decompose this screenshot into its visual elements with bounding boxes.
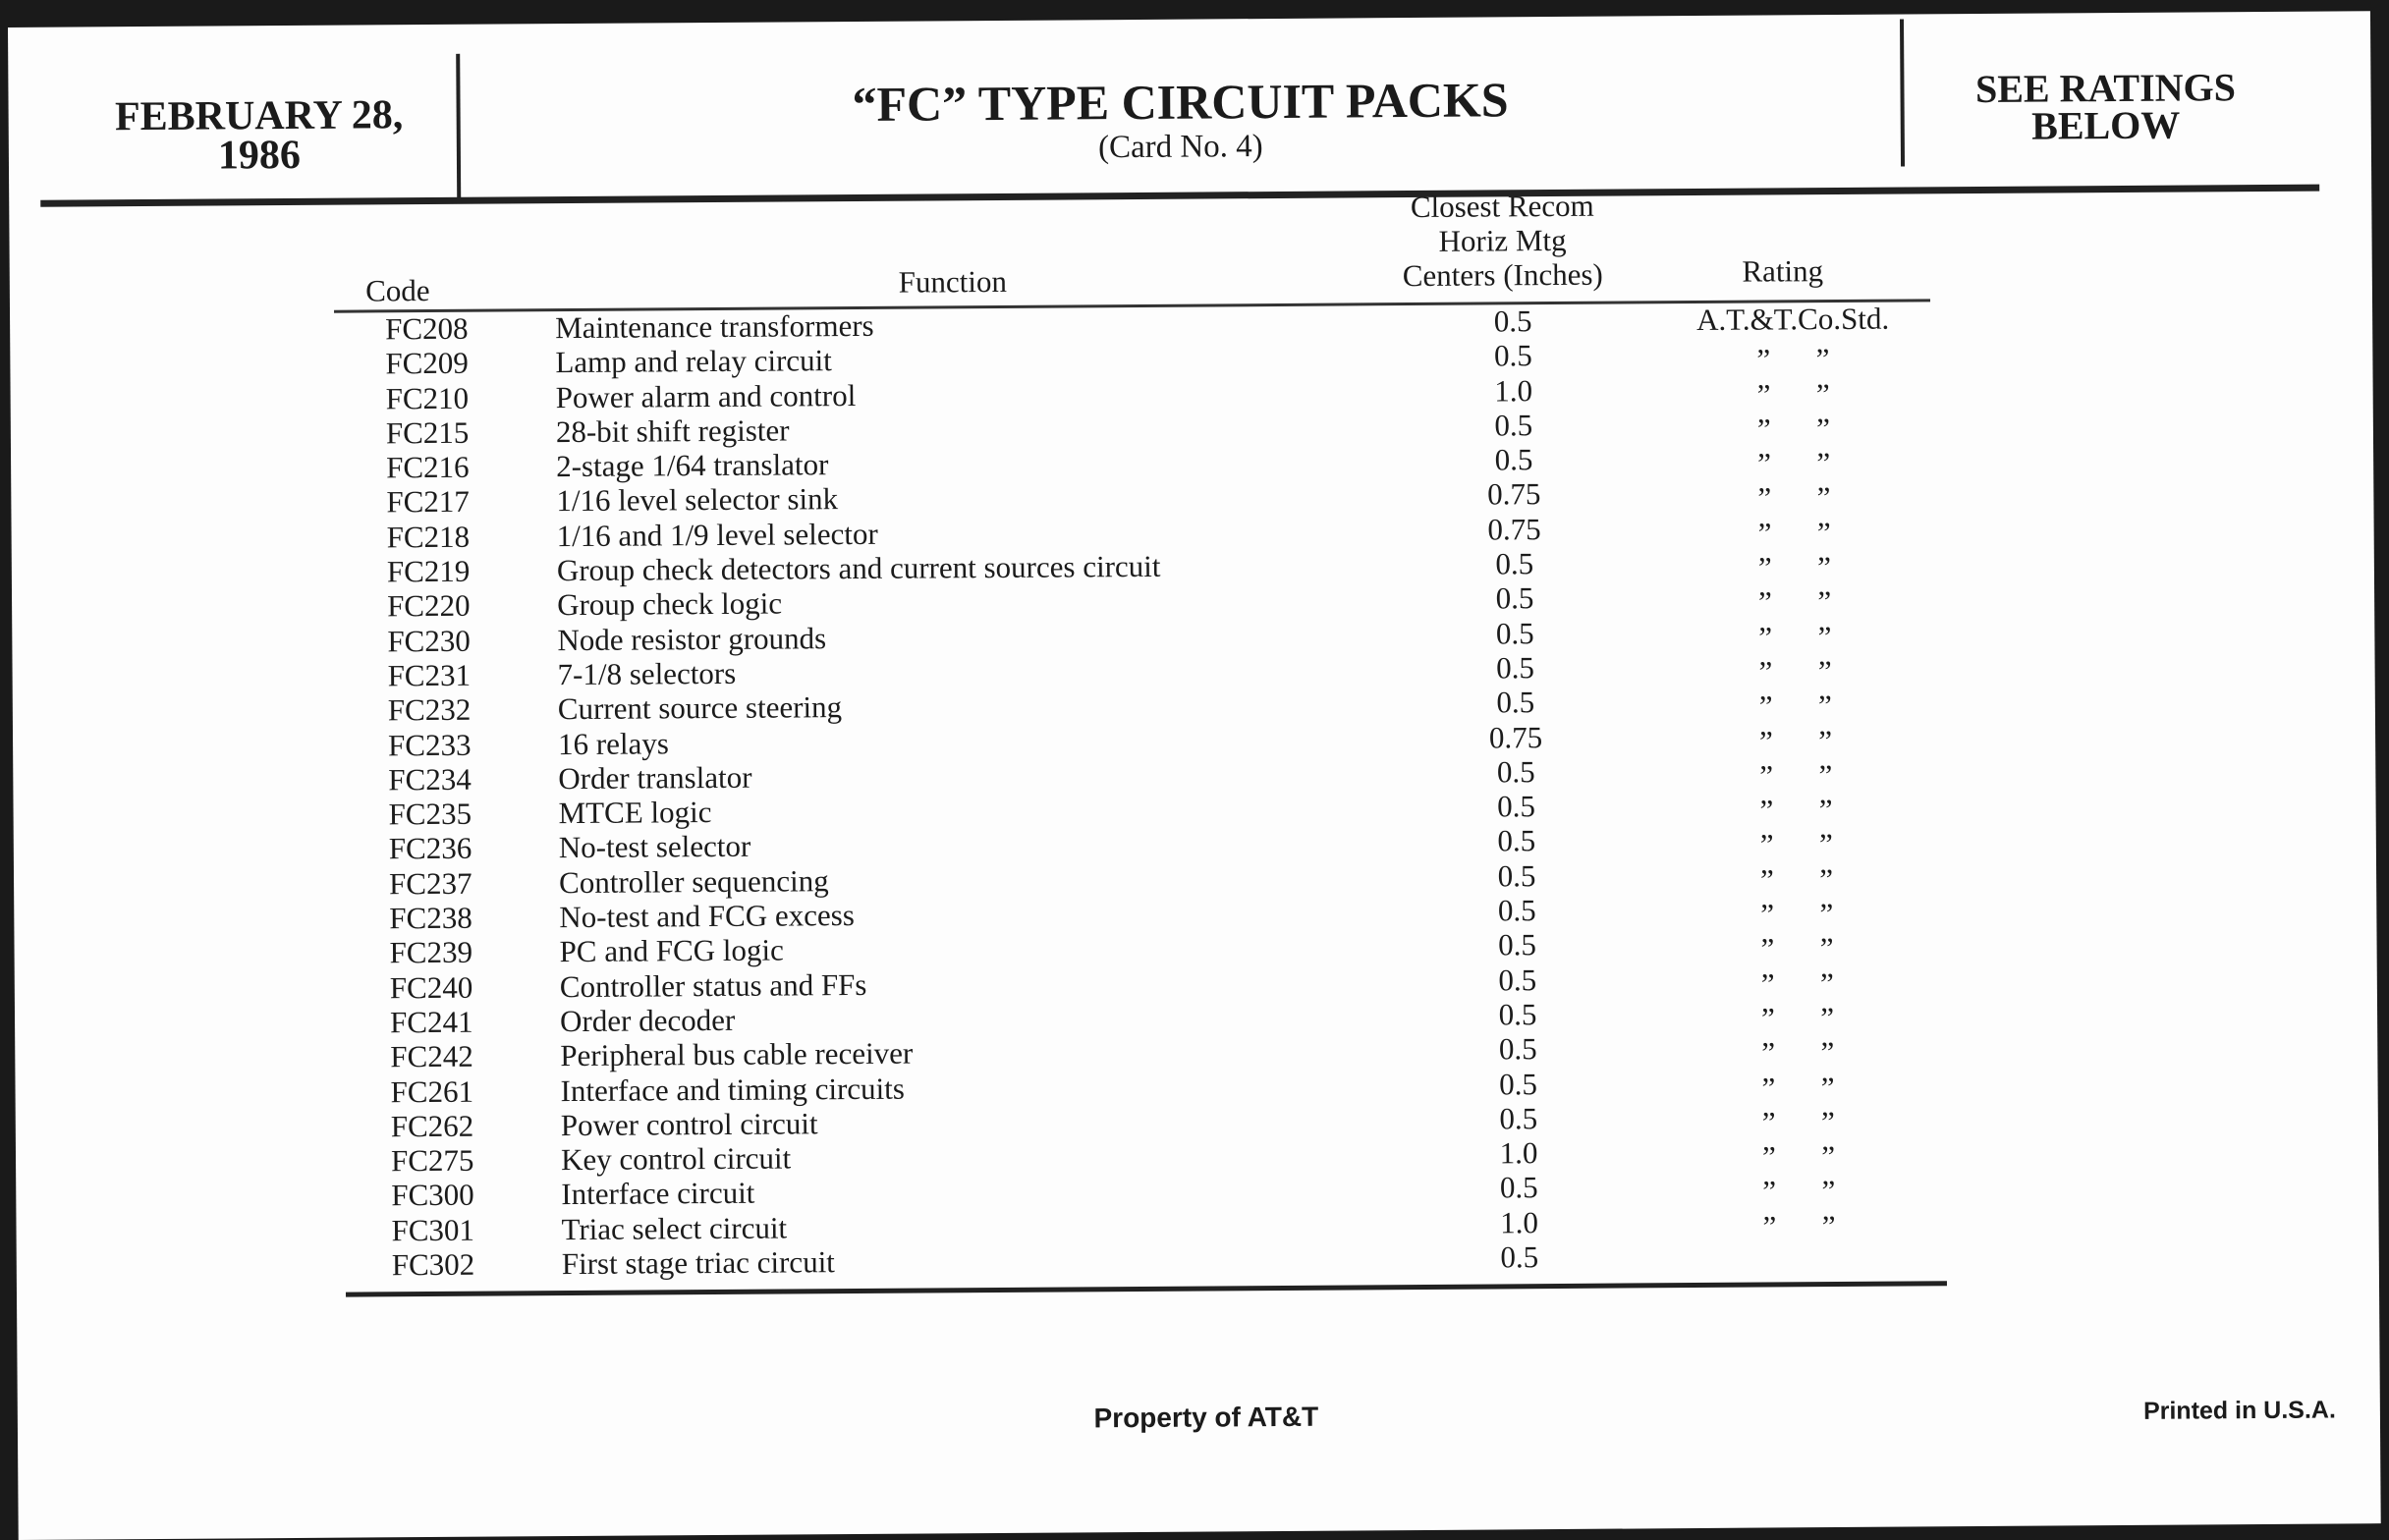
centers-cell: 0.5 [1497, 789, 1536, 824]
ratings-note [1909, 65, 2303, 148]
centers-cell: 1.0 [1500, 1204, 1539, 1240]
printed-notice: Printed in U.S.A. [2142, 1396, 2336, 1425]
page-title: “FC” TYPE CIRCUIT PACKS [852, 72, 1509, 133]
code-cell: FC300 [391, 1178, 474, 1213]
function-cell: 28-bit shift register [555, 412, 790, 450]
centers-cell: 0.5 [1499, 1100, 1538, 1136]
function-cell: First stage triac circuit [561, 1244, 835, 1282]
function-cell: Group check detectors and current sources circuit [556, 548, 1161, 588]
function-cell: 7-1/8 selectors [557, 655, 737, 692]
centers-cell: 0.5 [1497, 857, 1536, 894]
rating-cell: ” ” [1759, 793, 1833, 828]
code-cell: FC261 [390, 1073, 474, 1109]
code-cell: FC239 [389, 935, 473, 970]
date-line-1: FEBRUARY 28, [114, 92, 404, 140]
card-number: (Card No. 4) [1097, 129, 1263, 166]
function-cell: Node resistor grounds [557, 620, 827, 657]
ratings-line-2: BELOW [2031, 102, 2181, 148]
code-cell: FC219 [386, 553, 471, 589]
code-cell: FC215 [385, 414, 470, 451]
code-cell: FC233 [387, 727, 472, 762]
centers-cell: 0.5 [1500, 1239, 1539, 1275]
column-header-rating: Rating [1742, 253, 1824, 289]
function-cell: Power control circuit [560, 1106, 818, 1142]
rating-cell: ” ” [1756, 411, 1831, 447]
centers-cell: 0.5 [1497, 893, 1536, 928]
code-cell: FC236 [388, 831, 472, 866]
code-cell: FC230 [387, 623, 471, 658]
centers-header-line-1: Closest Recom [1410, 188, 1594, 225]
function-cell: Interface and timing circuits [560, 1071, 906, 1108]
function-cell: PC and FCG logic [559, 932, 784, 969]
date-line-2: 1986 [217, 132, 302, 179]
function-cell: Order decoder [559, 1002, 736, 1039]
column-header-centers [1355, 188, 1650, 293]
card-date [68, 92, 452, 179]
function-cell: Controller status and FFs [559, 966, 867, 1004]
function-cell: No-test and FCG excess [559, 898, 855, 935]
centers-cell: 0.5 [1498, 1031, 1537, 1067]
code-cell: FC220 [387, 588, 471, 624]
centers-cell: 0.75 [1488, 719, 1543, 755]
code-cell: FC208 [385, 310, 469, 347]
rating-cell: ” ” [1756, 342, 1830, 377]
rating-cell: ” ” [1760, 897, 1834, 932]
rating-cell: ” ” [1761, 1035, 1835, 1071]
centers-cell: 1.0 [1499, 1135, 1538, 1171]
function-cell: MTCE logic [558, 795, 712, 831]
centers-cell: 0.5 [1499, 1066, 1538, 1101]
column-header-function: Function [898, 263, 1008, 300]
code-cell: FC262 [390, 1108, 474, 1144]
centers-cell: 0.5 [1494, 442, 1533, 477]
rating-cell: ” ” [1762, 1208, 1836, 1244]
rating-cell: ” ” [1757, 515, 1831, 551]
rating-cell: ” ” [1758, 723, 1833, 759]
code-cell: FC238 [389, 900, 472, 936]
function-cell: Group check logic [556, 585, 783, 623]
code-cell: FC209 [385, 346, 469, 381]
centers-cell: 0.5 [1496, 650, 1535, 686]
centers-cell: 0.75 [1487, 476, 1541, 512]
centers-header-line-3: Centers (Inches) [1402, 256, 1603, 294]
centers-cell: 0.5 [1496, 685, 1535, 720]
function-cell: 2-stage 1/64 translator [556, 447, 829, 484]
centers-cell: 0.5 [1499, 1170, 1538, 1205]
table-bottom-rule [346, 1281, 1947, 1296]
function-cell: Order translator [558, 759, 752, 796]
centers-cell: 0.5 [1495, 580, 1534, 616]
rating-cell: ” ” [1761, 1104, 1835, 1140]
code-cell: FC240 [389, 969, 473, 1005]
rating-cell: ” ” [1757, 446, 1831, 481]
function-cell: Maintenance transformers [555, 307, 874, 346]
rating-cell: ” ” [1756, 376, 1830, 412]
centers-cell: 0.5 [1495, 546, 1534, 581]
function-cell: 1/16 level selector sink [556, 481, 839, 519]
code-cell: FC237 [388, 865, 472, 902]
function-cell: Interface circuit [561, 1176, 755, 1212]
centers-cell: 0.5 [1498, 997, 1537, 1032]
code-cell: FC210 [385, 380, 470, 415]
rating-cell: ” ” [1759, 827, 1833, 863]
centers-header-line-2: Horiz Mtg [1438, 222, 1567, 258]
centers-cell: 0.5 [1496, 754, 1535, 790]
function-cell: Key control circuit [560, 1140, 792, 1178]
code-cell: FC301 [391, 1212, 475, 1248]
function-cell: 16 relays [557, 725, 670, 761]
rating-cell: ” ” [1759, 757, 1833, 794]
rating-cell: ” ” [1757, 584, 1832, 620]
rating-cell: ” ” [1757, 550, 1832, 585]
code-cell: FC217 [386, 484, 470, 520]
function-cell: Power alarm and control [555, 377, 857, 414]
centers-cell: 0.5 [1498, 962, 1537, 998]
centers-cell: 0.5 [1498, 927, 1537, 962]
code-cell: FC302 [391, 1246, 475, 1283]
rating-cell: ” ” [1758, 688, 1833, 724]
function-cell: No-test selector [558, 829, 751, 865]
function-cell: Controller sequencing [558, 862, 829, 900]
rating-cell: ” ” [1758, 654, 1832, 689]
rating-cell [1696, 1243, 1903, 1244]
rating-cell: ” ” [1760, 931, 1834, 966]
code-cell: FC235 [388, 796, 472, 832]
rating-cell: ” ” [1757, 480, 1831, 517]
centers-cell: 0.5 [1493, 338, 1532, 373]
ratings-line-1: SEE RATINGS [1974, 65, 2237, 112]
property-notice: Property of AT&T [1093, 1401, 1319, 1434]
centers-cell: 0.75 [1487, 511, 1541, 547]
rating-cell: ” ” [1760, 1000, 1835, 1036]
circuit-pack-table [334, 301, 1962, 1283]
code-cell: FC234 [388, 761, 472, 798]
rating-cell: ” ” [1761, 1139, 1836, 1175]
code-cell: FC232 [387, 691, 472, 728]
function-cell: Peripheral bus cable receiver [560, 1035, 914, 1073]
header-rule [40, 185, 2319, 207]
function-cell: Current source steering [557, 689, 843, 727]
code-cell: FC216 [386, 449, 470, 485]
rating-cell: ” ” [1761, 1070, 1835, 1106]
code-cell: FC242 [390, 1038, 473, 1074]
column-header-code: Code [365, 273, 430, 308]
centers-cell: 0.5 [1493, 303, 1532, 339]
function-cell: Lamp and relay circuit [555, 343, 832, 380]
centers-cell: 0.5 [1494, 408, 1533, 443]
rating-cell: A.T.&T.Co.Std. [1695, 301, 1890, 338]
code-cell: FC275 [390, 1142, 474, 1179]
rating-cell: ” ” [1758, 619, 1832, 655]
code-cell: FC241 [389, 1004, 473, 1040]
code-cell: FC218 [386, 519, 471, 555]
code-cell: FC231 [387, 657, 472, 693]
function-cell: 1/16 and 1/9 level selector [556, 516, 878, 553]
divider-right [1900, 20, 1905, 167]
centers-cell: 0.5 [1495, 615, 1534, 651]
circuit-pack-card [8, 11, 2381, 1540]
function-cell: Triac select circuit [561, 1210, 788, 1246]
centers-cell: 1.0 [1494, 372, 1533, 409]
rating-cell: ” ” [1759, 861, 1834, 898]
rating-cell: ” ” [1762, 1174, 1836, 1209]
centers-cell: 0.5 [1497, 823, 1536, 858]
rating-cell: ” ” [1760, 965, 1834, 1002]
